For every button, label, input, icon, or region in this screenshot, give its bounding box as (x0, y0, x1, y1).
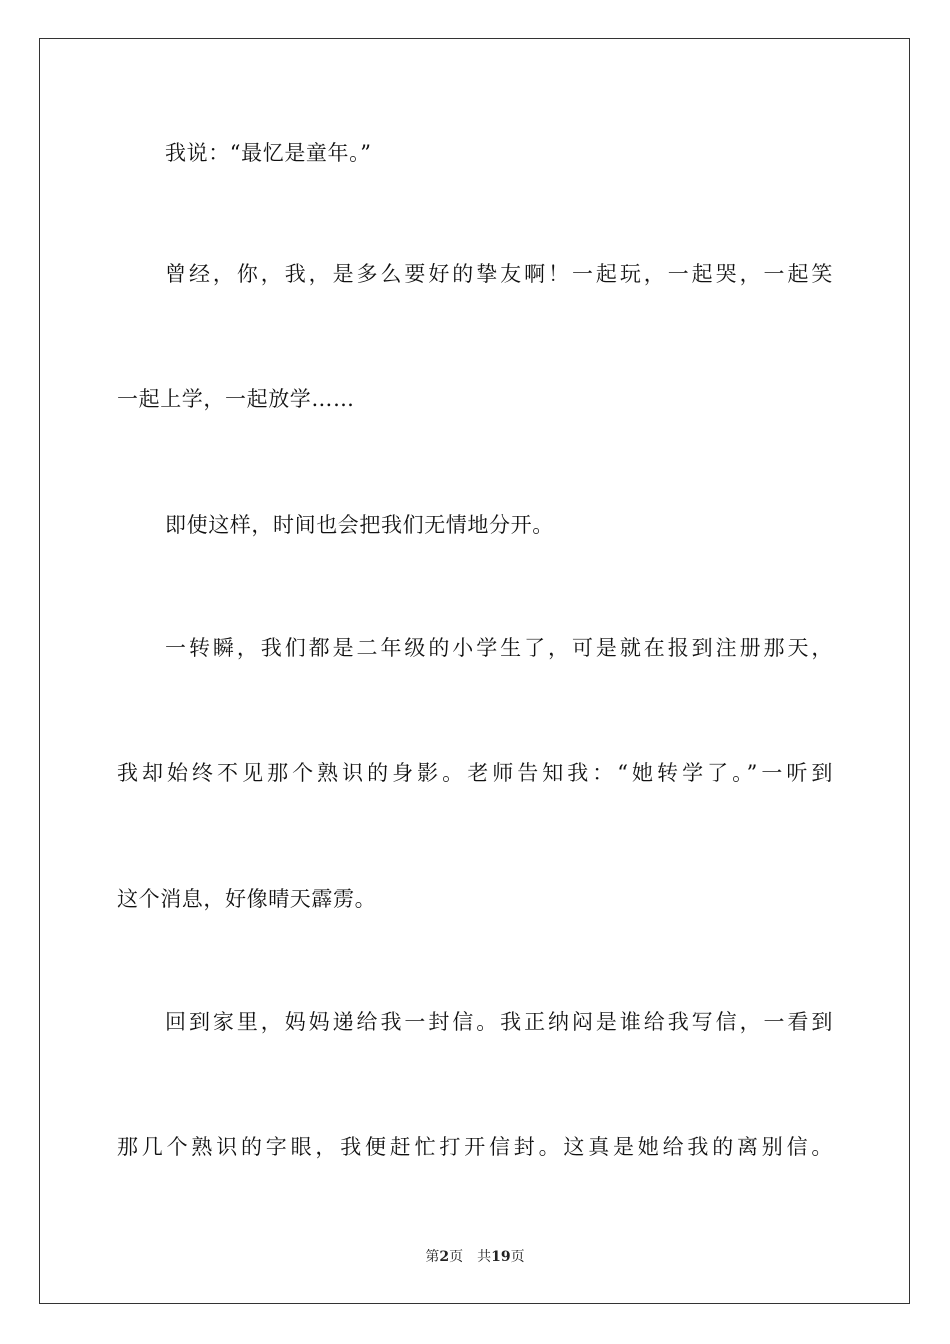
footer-total-prefix: 共 (477, 1249, 492, 1265)
paragraph-line-3: 一起上学，一起放学…… (117, 387, 355, 411)
paragraph-line-7: 这个消息，好像晴天霹雳。 (117, 887, 377, 911)
page-border (39, 38, 910, 1304)
paragraph-line-4: 即使这样，时间也会把我们无情地分开。 (165, 513, 554, 537)
paragraph-line-9: 那几个熟识的字眼，我便赶忙打开信封。这真是她给我的离别信。 (117, 1135, 833, 1159)
footer-page-prefix: 第 (425, 1249, 440, 1265)
page-footer (0, 1247, 950, 1267)
paragraph-line-6: 我却始终不见那个熟识的身影。老师告知我：“她转学了。”一听到 (117, 761, 833, 785)
footer-total-suffix: 页 (510, 1249, 525, 1265)
footer-page-suffix: 页 (449, 1249, 464, 1265)
footer-page-number: 2 (439, 1249, 450, 1265)
footer-total-pages: 19 (491, 1249, 511, 1265)
paragraph-line-2: 曾经，你，我，是多么要好的挚友啊！一起玩，一起哭，一起笑 (165, 262, 833, 286)
paragraph-line-8: 回到家里，妈妈递给我一封信。我正纳闷是谁给我写信，一看到 (165, 1010, 833, 1034)
paragraph-line-5: 一转瞬，我们都是二年级的小学生了，可是就在报到注册那天， (165, 636, 833, 660)
paragraph-line-1: 我说：“最忆是童年。” (165, 141, 372, 165)
